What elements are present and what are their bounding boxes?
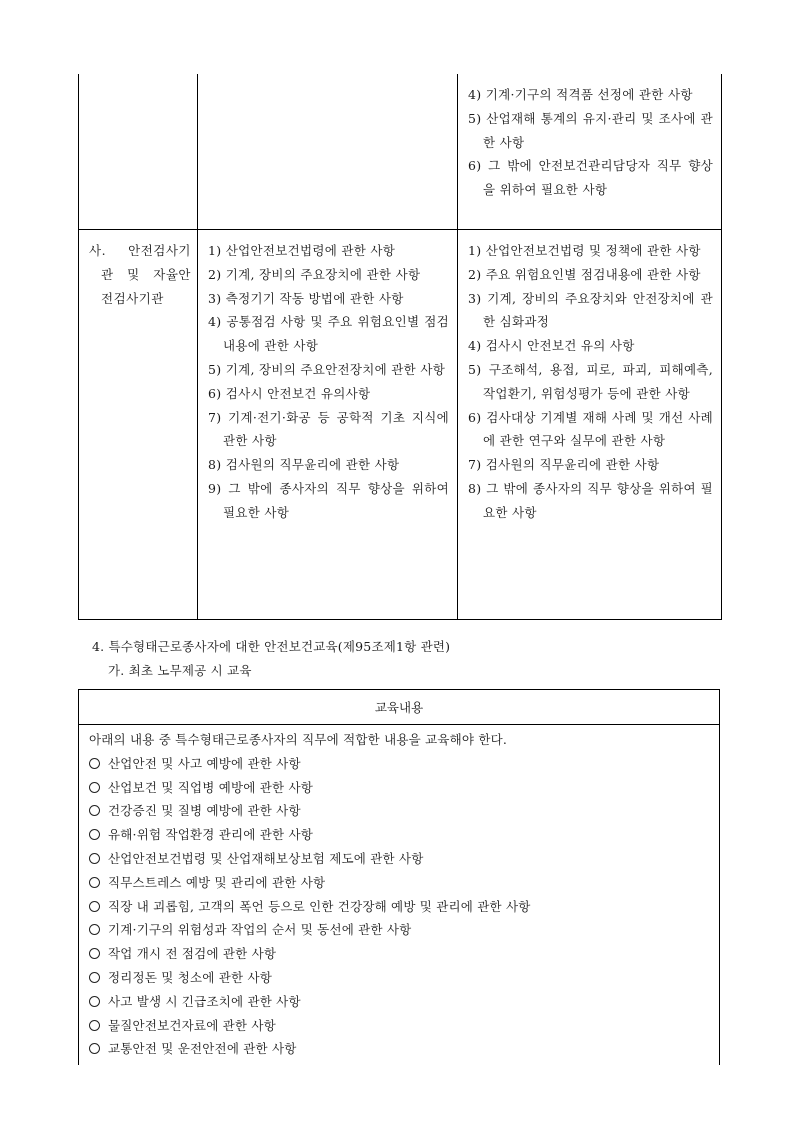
circle-bullet-icon — [89, 853, 100, 864]
circle-bullet-icon — [89, 996, 100, 1007]
list-item: 5) 기계, 장비의 주요안전장치에 관한 사항 — [208, 361, 446, 377]
list-item — [89, 966, 719, 990]
education-item-list — [79, 752, 719, 1061]
list-item — [89, 918, 719, 942]
circle-bullet-icon — [89, 948, 100, 959]
list-item-text: 산업보건 및 직업병 예방에 관한 사항 — [108, 779, 313, 795]
circle-bullet-icon — [89, 1043, 100, 1054]
list-item: 7) 검사원의 직무윤리에 관한 사항 — [468, 457, 660, 473]
list-item: 6) 검사시 안전보건 유의사항 — [208, 385, 371, 401]
list-item-text: 물질안전보건자료에 관한 사항 — [108, 1017, 276, 1033]
list-item-text: 직무스트레스 예방 및 관리에 관한 사항 — [108, 874, 326, 890]
list-item-text: 산업안전보건법령 및 산업재해보상보험 제도에 관한 사항 — [108, 850, 424, 866]
circle-bullet-icon — [89, 782, 100, 793]
list-item: 1) 산업안전보건법령 및 정책에 관한 사항 — [468, 243, 701, 258]
basic-course-cell — [198, 230, 458, 620]
list-item — [89, 990, 719, 1014]
table-row — [79, 230, 722, 620]
list-item-text: 작업 개시 전 점검에 관한 사항 — [108, 946, 277, 962]
basic-course-cell — [198, 74, 458, 230]
circle-bullet-icon — [89, 758, 100, 769]
circle-bullet-icon — [89, 924, 100, 935]
list-item: 4) 공통점검 사항 및 주요 위험요인별 점검내용에 관한 사항 — [208, 314, 449, 354]
circle-bullet-icon — [89, 972, 100, 983]
institution-label-line: 전검사기관 — [101, 290, 164, 306]
list-item: 6) 그 밖에 안전보건관리담당자 직무 향상을 위하여 필요한 사항 — [468, 158, 713, 198]
list-item: 2) 주요 위험요인별 점검내용에 관한 사항 — [468, 266, 701, 282]
section-heading: 4. 특수형태근로종사자에 대한 안전보건교육(제95조제1항 관련) — [92, 639, 451, 654]
circle-bullet-icon — [89, 1020, 100, 1031]
table-header: 교육내용 — [79, 690, 720, 725]
refresher-course-cell — [458, 74, 722, 230]
list-item: 5) 산업재해 통계의 유지·관리 및 조사에 관한 사항 — [468, 110, 713, 150]
list-item: 3) 측정기기 작동 방법에 관한 사항 — [208, 290, 404, 306]
circle-bullet-icon — [89, 877, 100, 888]
list-item: 3) 기계, 장비의 주요장치와 안전장치에 관한 심화과정 — [468, 290, 713, 330]
education-intro-text: 아래의 내용 중 특수형태근로종사자의 직무에 적합한 내용을 교육해야 한다. — [89, 732, 508, 747]
table-row — [79, 725, 720, 1066]
list-item: 9) 그 밖에 종사자의 직무 향상을 위하여 필요한 사항 — [208, 480, 449, 520]
list-item: 6) 검사대상 기계별 재해 사례 및 개선 사례에 관한 연구와 실무에 관한 사항 — [468, 409, 713, 449]
list-item: 5) 구조해석, 용접, 피로, 파괴, 피해예측, 작업환기, 위험성평가 등에 관한 사항 — [468, 361, 713, 401]
education-content-table-continued — [78, 74, 722, 620]
list-item — [89, 895, 719, 919]
refresher-course-cell — [458, 230, 722, 620]
basic-course-list — [198, 230, 457, 525]
circle-bullet-icon — [89, 901, 100, 912]
list-item-text: 사고 발생 시 긴급조치에 관한 사항 — [108, 993, 301, 1009]
list-item: 8) 검사원의 직무윤리에 관한 사항 — [208, 457, 400, 473]
list-item — [89, 776, 719, 800]
table-header-row — [79, 690, 720, 725]
list-item — [89, 1014, 719, 1038]
list-item — [89, 799, 719, 823]
list-item-text: 건강증진 및 질병 예방에 관한 사항 — [108, 803, 301, 819]
list-item — [89, 942, 719, 966]
institution-cell — [79, 230, 198, 620]
circle-bullet-icon — [89, 805, 100, 816]
list-item: 4) 기계·기구의 적격품 선정에 관한 사항 — [468, 87, 693, 102]
list-item: 2) 기계, 장비의 주요장치에 관한 사항 — [208, 266, 421, 282]
list-item: 8) 그 밖에 종사자의 직무 향상을 위하여 필요한 사항 — [468, 480, 713, 520]
list-item-text: 산업안전 및 사고 예방에 관한 사항 — [108, 755, 301, 771]
list-item — [89, 1037, 719, 1061]
institution-cell — [79, 74, 198, 230]
list-item: 7) 기계·전기·화공 등 공학적 기초 지식에 관한 사항 — [208, 409, 449, 449]
special-worker-education-table — [78, 689, 720, 1065]
list-item — [89, 823, 719, 847]
list-item — [89, 871, 719, 895]
institution-label — [79, 230, 197, 310]
table-row — [79, 74, 722, 230]
refresher-course-list — [458, 230, 721, 525]
circle-bullet-icon — [89, 829, 100, 840]
list-item: 1) 산업안전보건법령에 관한 사항 — [208, 243, 396, 258]
list-item-text: 유해·위험 작업환경 관리에 관한 사항 — [108, 827, 313, 843]
list-item-text: 직장 내 괴롭힘, 고객의 폭언 등으로 인한 건강장해 예방 및 관리에 관한 사항 — [108, 898, 531, 914]
list-item — [89, 847, 719, 871]
education-content-cell — [79, 725, 720, 1066]
list-item-text: 기계·기구의 위험성과 작업의 순서 및 동선에 관한 사항 — [108, 922, 412, 938]
institution-label-line: 관 및 자율안 — [101, 266, 191, 282]
institution-label-line: 사. 안전검사기 — [89, 243, 191, 258]
refresher-course-list — [458, 74, 721, 202]
section-subheading: 가. 최초 노무제공 시 교육 — [108, 663, 252, 678]
list-item — [89, 752, 719, 776]
list-item-text: 정리정돈 및 청소에 관한 사항 — [108, 969, 272, 985]
list-item-text: 교통안전 및 운전안전에 관한 사항 — [108, 1041, 297, 1057]
list-item: 4) 검사시 안전보건 유의 사항 — [468, 338, 635, 354]
